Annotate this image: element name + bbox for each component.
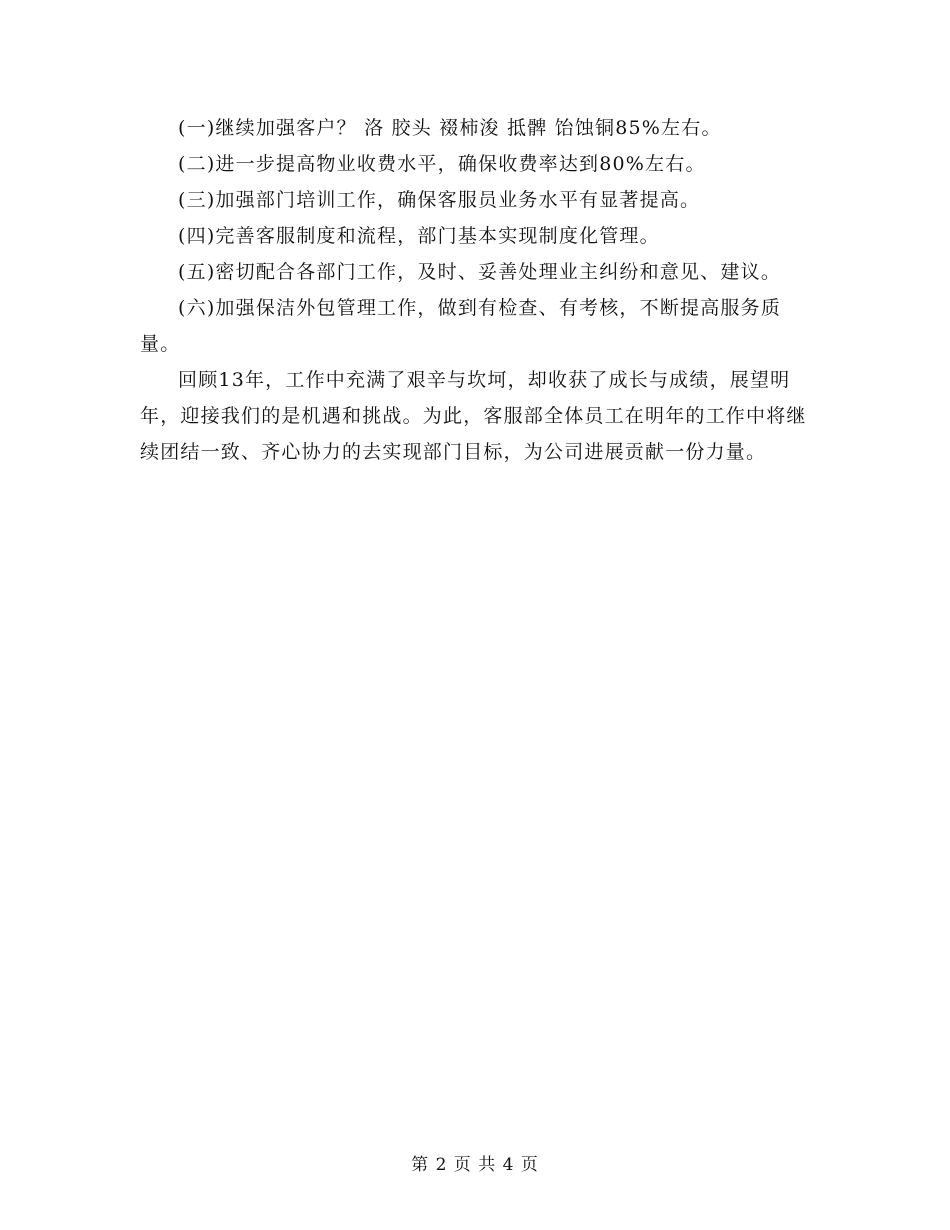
- page-number-footer: 第 2 页 共 4 页: [411, 1155, 539, 1175]
- paragraph-cooperation-goal: (五)密切配合各部门工作，及时、妥善处理业主纠纷和意见、建议。: [178, 261, 782, 283]
- paragraph-process-goal: (四)完善客服制度和流程，部门基本实现制度化管理。: [178, 225, 660, 247]
- paragraph-training-goal: (三)加强部门培训工作，确保客服员业务水平有显著提高。: [178, 189, 701, 211]
- paragraph-fee-collection-goal: (二)进一步提高物业收费水平，确保收费率达到80%左右。: [178, 153, 706, 175]
- paragraph-review-and-outlook: 回顾13年，工作中充满了艰辛与坎坷，却收获了成长与成绩，展望明年，迎接我们的是机遇和挑战。为此，客服部全体员工在明年的工作中将继续团结一致、齐心协力的去实现部门目标，为公司进展贡献一份力量。: [140, 369, 807, 463]
- paragraph-cleaning-management-goal: (六)加强保洁外包管理工作，做到有检查、有考核，不断提高服务质量。: [140, 297, 782, 355]
- document-body: [140, 110, 820, 470]
- paragraph-customer-service-goal: (一)继续加强客户？ 洛 胶头 裰柿浚 抵髀 饴蚀铜85%左右。: [178, 117, 722, 139]
